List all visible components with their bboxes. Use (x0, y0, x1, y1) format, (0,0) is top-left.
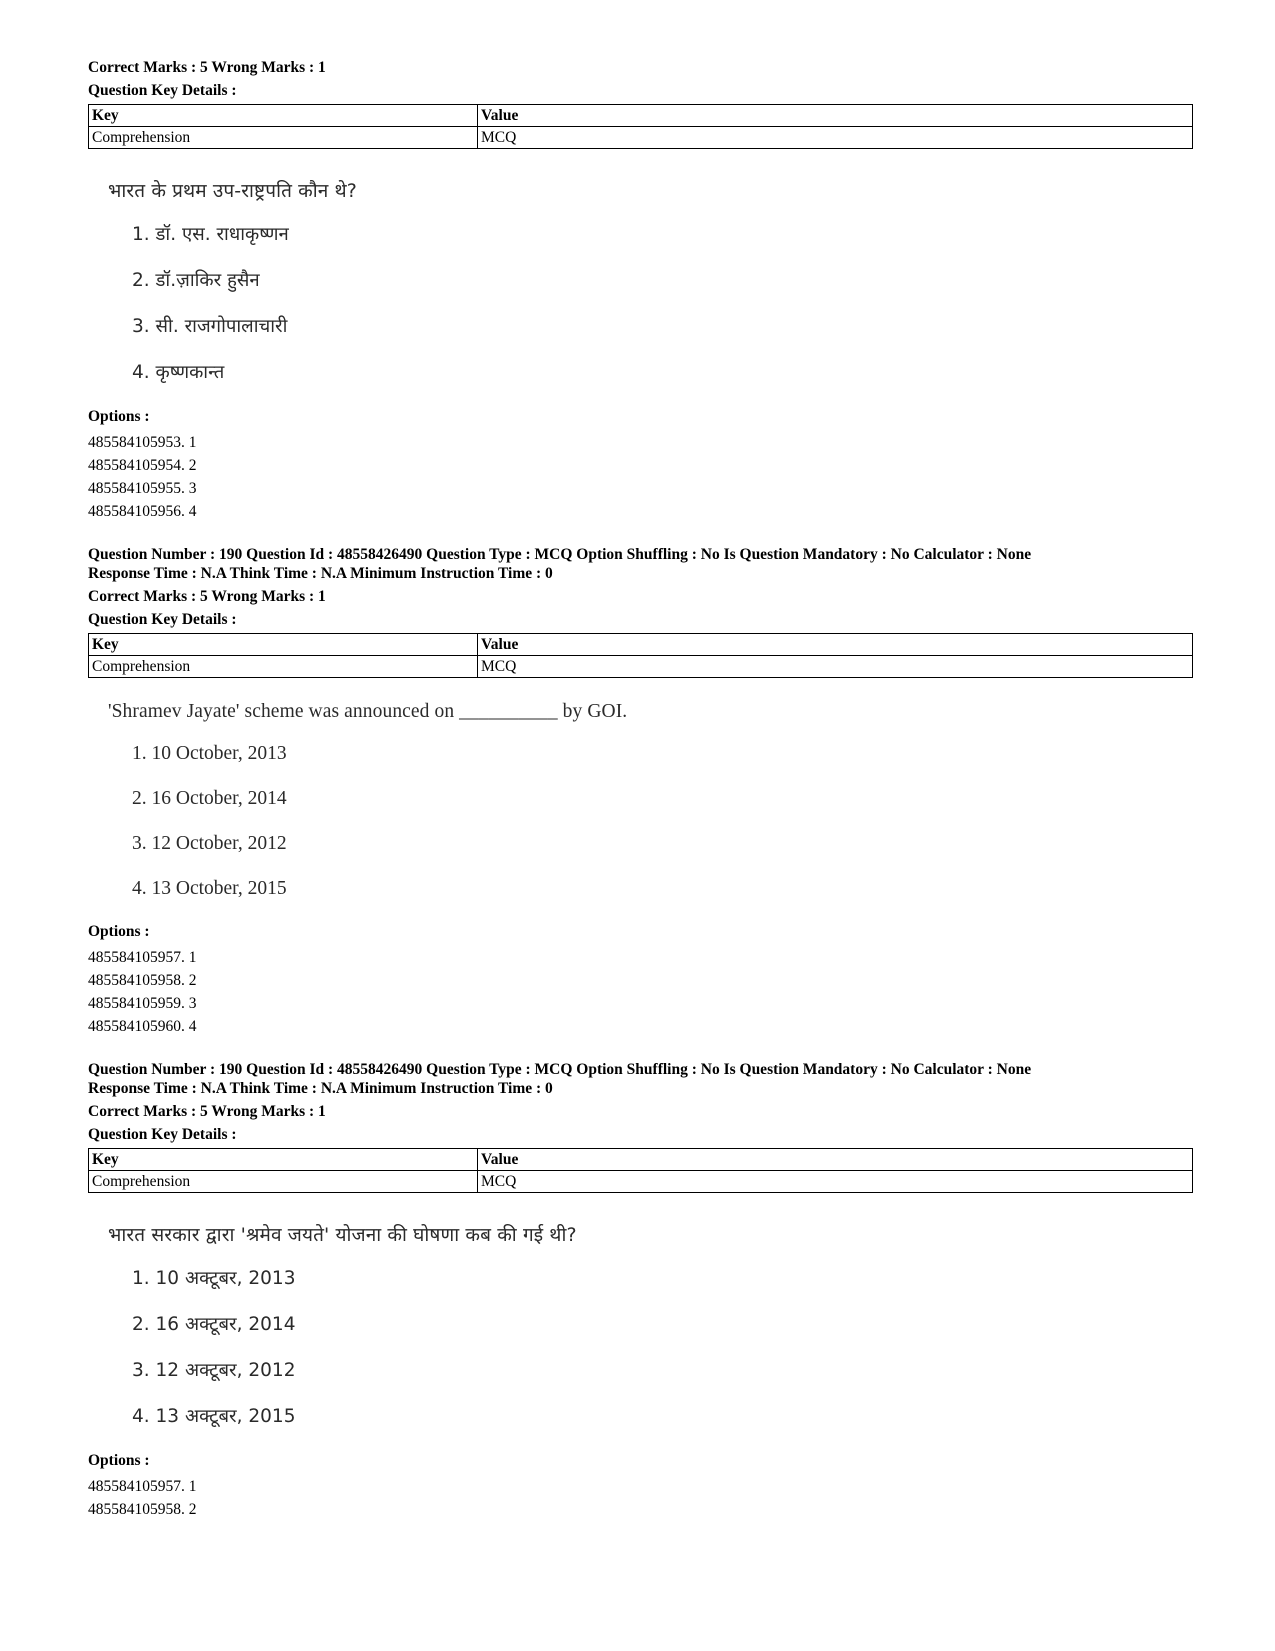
value-cell: MCQ (478, 656, 1193, 678)
choice-list (132, 742, 1193, 901)
key-details-label: Question Key Details : (88, 611, 237, 628)
options-label: Options : (88, 923, 150, 940)
option-id-line: 485584105955. 3 (88, 480, 197, 497)
value-header: Value (478, 634, 1193, 656)
marks-line: Correct Marks : 5 Wrong Marks : 1 (88, 1103, 326, 1120)
option-id-line: 485584105956. 4 (88, 503, 197, 520)
question-block-3 (88, 1060, 1193, 1521)
question-text: भारत सरकार द्वारा 'श्रमेव जयते' योजना की घोषणा कब की गई थी? (108, 1224, 577, 1246)
question-header: Question Number : 190 Question Id : 48558426490 Question Type : MCQ Option Shuffling : No Is Question Mandatory : No Calculator : None (88, 546, 1032, 563)
question-block-1 (88, 58, 1193, 523)
question-block-2 (88, 545, 1193, 1038)
key-details-table (88, 104, 1193, 149)
key-details-table (88, 1148, 1193, 1193)
choice-item: 1. 10 अक्टूबर, 2013 (132, 1268, 296, 1289)
table-row (89, 656, 1193, 678)
value-header: Value (478, 1149, 1193, 1171)
key-header: Key (89, 105, 478, 127)
option-id-line: 485584105954. 2 (88, 457, 197, 474)
table-row (89, 105, 1193, 127)
response-time-line: Response Time : N.A Think Time : N.A Minimum Instruction Time : 0 (88, 565, 553, 582)
key-header: Key (89, 1149, 478, 1171)
option-id-line: 485584105958. 2 (88, 1501, 197, 1518)
question-header: Question Number : 190 Question Id : 48558426490 Question Type : MCQ Option Shuffling : No Is Question Mandatory : No Calculator : None (88, 1061, 1032, 1078)
response-time-line: Response Time : N.A Think Time : N.A Minimum Instruction Time : 0 (88, 1080, 553, 1097)
choice-item: 3. 12 अक्टूबर, 2012 (132, 1360, 296, 1381)
key-cell: Comprehension (89, 656, 478, 678)
option-id-line: 485584105960. 4 (88, 1018, 197, 1035)
key-details-label: Question Key Details : (88, 1126, 237, 1143)
option-id-line: 485584105958. 2 (88, 972, 197, 989)
marks-line: Correct Marks : 5 Wrong Marks : 1 (88, 588, 326, 605)
option-id-line: 485584105957. 1 (88, 1478, 197, 1495)
question-text: भारत के प्रथम उप-राष्ट्रपति कौन थे? (108, 180, 357, 202)
table-row (89, 127, 1193, 149)
key-details-table (88, 633, 1193, 678)
choice-item: 4. 13 अक्टूबर, 2015 (132, 1406, 296, 1427)
choice-item: 2. 16 अक्टूबर, 2014 (132, 1314, 296, 1335)
table-row (89, 1171, 1193, 1193)
choice-item: 3. सी. राजगोपालाचारी (132, 316, 288, 337)
choice-item: 4. कृष्णकान्त (132, 362, 225, 383)
question-text: 'Shramev Jayate' scheme was announced on __________ by GOI. (108, 701, 628, 722)
choice-list (132, 223, 1193, 385)
value-cell: MCQ (478, 127, 1193, 149)
table-row (89, 1149, 1193, 1171)
choice-item: 2. 16 October, 2014 (132, 788, 287, 809)
choice-item: 1. डॉ. एस. राधाकृष्णन (132, 224, 289, 245)
option-id-line: 485584105959. 3 (88, 995, 197, 1012)
choice-item: 3. 12 October, 2012 (132, 833, 287, 854)
marks-line: Correct Marks : 5 Wrong Marks : 1 (88, 59, 326, 76)
options-label: Options : (88, 1452, 150, 1469)
key-details-label: Question Key Details : (88, 82, 237, 99)
value-header: Value (478, 105, 1193, 127)
table-row (89, 634, 1193, 656)
choice-item: 2. डॉ.ज़ाकिर हुसैन (132, 270, 260, 291)
question-paper-page (88, 58, 1193, 1521)
key-cell: Comprehension (89, 127, 478, 149)
key-cell: Comprehension (89, 1171, 478, 1193)
option-id-line: 485584105957. 1 (88, 949, 197, 966)
value-cell: MCQ (478, 1171, 1193, 1193)
choice-item: 1. 10 October, 2013 (132, 743, 287, 764)
choice-list (132, 1267, 1193, 1429)
option-id-line: 485584105953. 1 (88, 434, 197, 451)
choice-item: 4. 13 October, 2015 (132, 878, 287, 899)
key-header: Key (89, 634, 478, 656)
options-label: Options : (88, 408, 150, 425)
